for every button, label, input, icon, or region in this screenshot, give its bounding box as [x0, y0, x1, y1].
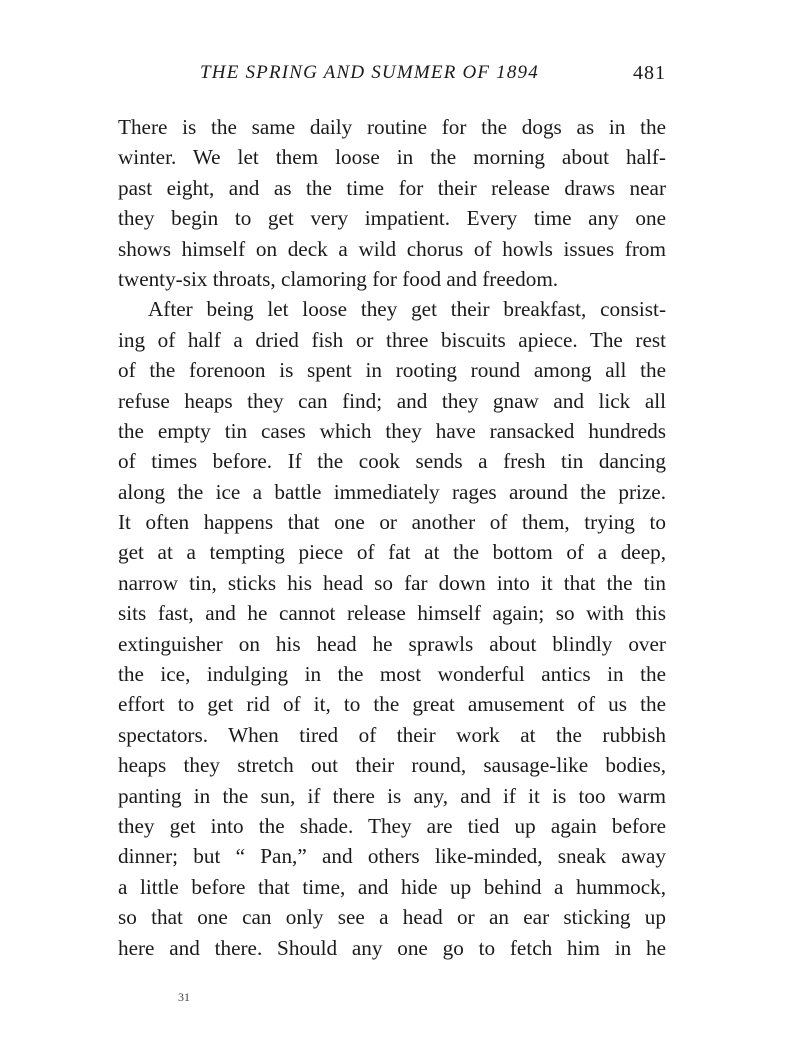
text-line: the ice, indulging in the most wonderful antics in the [118, 662, 666, 687]
text-line: effort to get rid of it, to the great amusement of us the [118, 692, 666, 717]
text-line: spectators. When tired of their work at the rubbish [118, 722, 666, 747]
signature-mark: 31 [178, 990, 190, 1004]
text-line: narrow tin, sticks his head so far down into it that the tin [118, 570, 666, 595]
text-line: a little before that time, and hide up behind a hummock, [118, 874, 666, 899]
text-line: dinner; but “ Pan,” and others like-minded, sneak away [118, 844, 666, 869]
text-line: get at a tempting piece of fat at the bottom of a deep, [118, 540, 666, 565]
text-line: There is the same daily routine for the dogs as in the [118, 115, 666, 139]
body-text [118, 112, 666, 963]
text-line: heaps they stretch out their round, sausage-like bodies, [118, 753, 666, 778]
text-line: It often happens that one or another of them, trying to [118, 510, 666, 535]
running-title: THE SPRING AND SUMMER OF 1894 [200, 62, 539, 83]
text-line: of times before. If the cook sends a fresh tin dancing [118, 449, 666, 474]
text-line: sits fast, and he cannot release himself again; so with this [118, 601, 666, 626]
text-line: extinguisher on his head he sprawls about blindly over [118, 631, 666, 656]
text-line: they get into the shade. They are tied up again before [118, 813, 666, 838]
text-line: refuse heaps they can find; and they gnaw and lick all [118, 388, 666, 413]
text-line: the empty tin cases which they have ransacked hundreds [118, 418, 666, 443]
running-head [118, 62, 666, 90]
text-line: along the ice a battle immediately rages around the prize. [118, 479, 666, 504]
text-line: past eight, and as the time for their release draws near [118, 175, 666, 200]
text-line: panting in the sun, if there is any, and if it is too warm [118, 783, 666, 808]
text-line: so that one can only see a head or an ear sticking up [118, 905, 666, 930]
text-line: winter. We let them loose in the morning about half- [118, 145, 666, 170]
text-line: shows himself on deck a wild chorus of howls issues from [118, 236, 666, 261]
text-line: they begin to get very impatient. Every time any one [118, 206, 666, 231]
text-line: ing of half a dried fish or three biscuits apiece. The rest [118, 327, 666, 352]
text-line: here and there. Should any one go to fetch him in he [118, 935, 666, 960]
text-line: twenty-six throats, clamoring for food and freedom. [118, 266, 559, 291]
page-number: 481 [633, 62, 666, 84]
text-line: of the forenoon is spent in rooting round among all the [118, 358, 666, 383]
text-line: After being let loose they get their breakfast, consist- [148, 297, 666, 322]
